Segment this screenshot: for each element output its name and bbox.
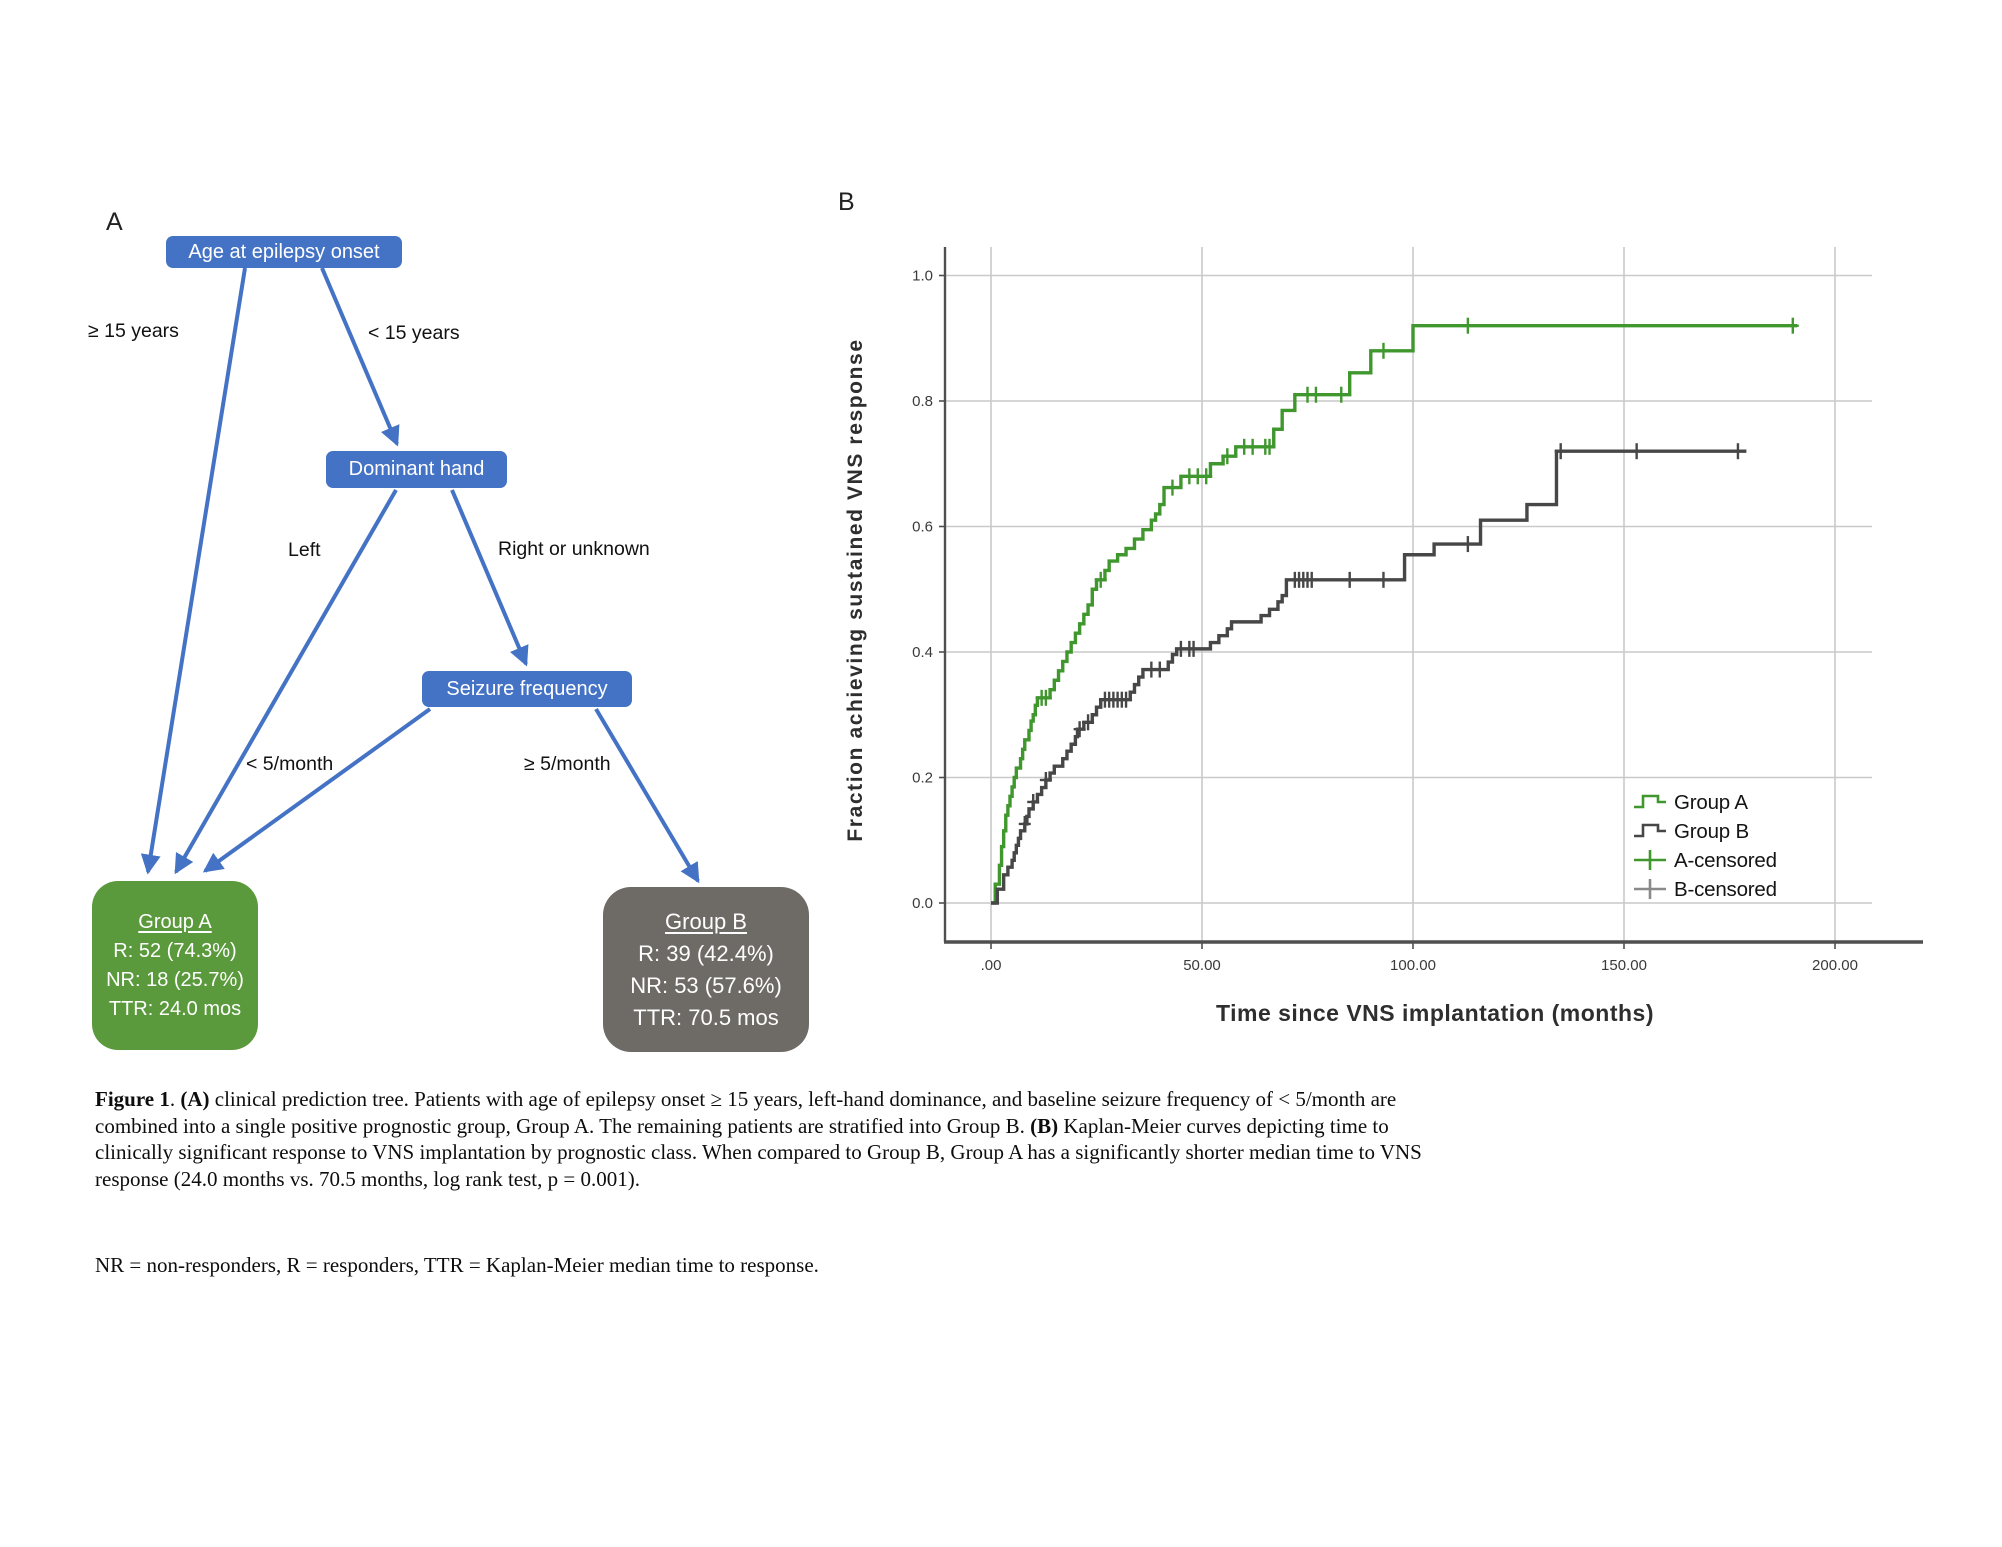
caption-bold-segment: Figure 1 (95, 1087, 170, 1111)
km-legend-label: Group B (1674, 820, 1749, 843)
km-x-tick-label: 200.00 (1812, 957, 1858, 974)
branch-label-lt-15-years: < 15 years (368, 322, 460, 344)
arrow-hand-to-seizure (452, 490, 526, 664)
group-b-ttr: TTR: 70.5 mos (633, 1004, 779, 1030)
caption-segment: . (169, 1087, 181, 1111)
panel-b-label: B (838, 188, 855, 216)
group-a-nonresponders: NR: 18 (25.7%) (106, 968, 244, 991)
branch-label-left: Left (288, 539, 321, 561)
km-y-tick-label: 0.4 (912, 644, 933, 661)
branch-label-ge-5-month: ≥ 5/month (524, 753, 611, 775)
group-a-responders: R: 52 (74.3%) (113, 939, 237, 962)
tree-node-dominant-hand: Dominant hand (326, 451, 507, 488)
km-curve-group-b (991, 451, 1746, 903)
km-x-tick-label: 150.00 (1601, 957, 1647, 974)
km-legend-label: Group A (1674, 791, 1748, 814)
caption-segment: response (24.0 months vs. 70.5 months, log rank test, p = 0.001). (95, 1166, 640, 1191)
group-b-title: Group B (665, 908, 747, 934)
km-legend-step-symbol (1634, 796, 1666, 807)
group-a-box (92, 881, 258, 1050)
caption-segment: Kaplan-Meier curves depicting time to (1058, 1113, 1389, 1138)
caption-segment: clinical prediction tree. Patients with age of epilepsy onset ≥ 15 years, left-hand dominance, and baseline seizure frequency of < 5/month are (209, 1087, 1397, 1111)
group-b-nonresponders: NR: 53 (57.6%) (630, 972, 782, 998)
group-a-ttr: TTR: 24.0 mos (108, 997, 242, 1020)
group-b-box (603, 887, 809, 1052)
km-x-tick-label: 50.00 (1183, 957, 1221, 974)
km-x-tick-label: 100.00 (1390, 957, 1436, 974)
km-legend-label: A-censored (1674, 849, 1777, 872)
km-y-tick-label: 0.8 (912, 393, 933, 410)
arrow-seizure-to-group-b (596, 709, 698, 881)
branch-label-lt-5-month: < 5/month (246, 753, 334, 775)
group-b-responders: R: 39 (42.4%) (638, 940, 774, 966)
caption-segment: clinically significant response to VNS implantation by prognostic class. When compared to Group B, Group A has a significantly shorter median time to VNS (95, 1140, 1422, 1164)
km-y-tick-label: 0.6 (912, 518, 933, 536)
km-y-tick-label: 0.2 (912, 769, 933, 787)
caption-bold-segment: (B) (1030, 1113, 1059, 1138)
group-a-title: Group A (138, 910, 212, 933)
x-axis-title: Time since VNS implantation (months) (1215, 1000, 1655, 1026)
y-axis-title: Fraction achieving sustained VNS response (844, 338, 867, 842)
km-y-tick-label: 1.0 (912, 267, 933, 285)
panel-a-label: A (106, 208, 123, 236)
km-y-tick-label: 0.0 (912, 895, 933, 912)
kaplan-meier-plot (830, 140, 2002, 1060)
branch-label-ge-15-years: ≥ 15 years (88, 320, 179, 342)
km-legend-step-symbol (1634, 825, 1666, 836)
km-legend-label: B-censored (1674, 878, 1777, 901)
caption-bold-segment: (A) (180, 1087, 210, 1111)
caption-segment: combined into a single positive prognostic group, Group A. The remaining patients are stratified into Group B. (95, 1113, 1031, 1138)
tree-node-age-onset: Age at epilepsy onset (166, 236, 402, 268)
branch-label-right-or-unknown: Right or unknown (498, 538, 650, 560)
tree-node-seizure-frequency: Seizure frequency (422, 671, 632, 707)
km-x-tick-label: .00 (980, 957, 1002, 974)
figure-footnote: NR = non-responders, R = responders, TTR = Kaplan-Meier median time to response. (95, 1253, 819, 1277)
arrow-age-to-hand (322, 268, 397, 444)
km-curve-group-a (991, 326, 1797, 903)
arrow-seizure-to-group-a (205, 709, 430, 871)
